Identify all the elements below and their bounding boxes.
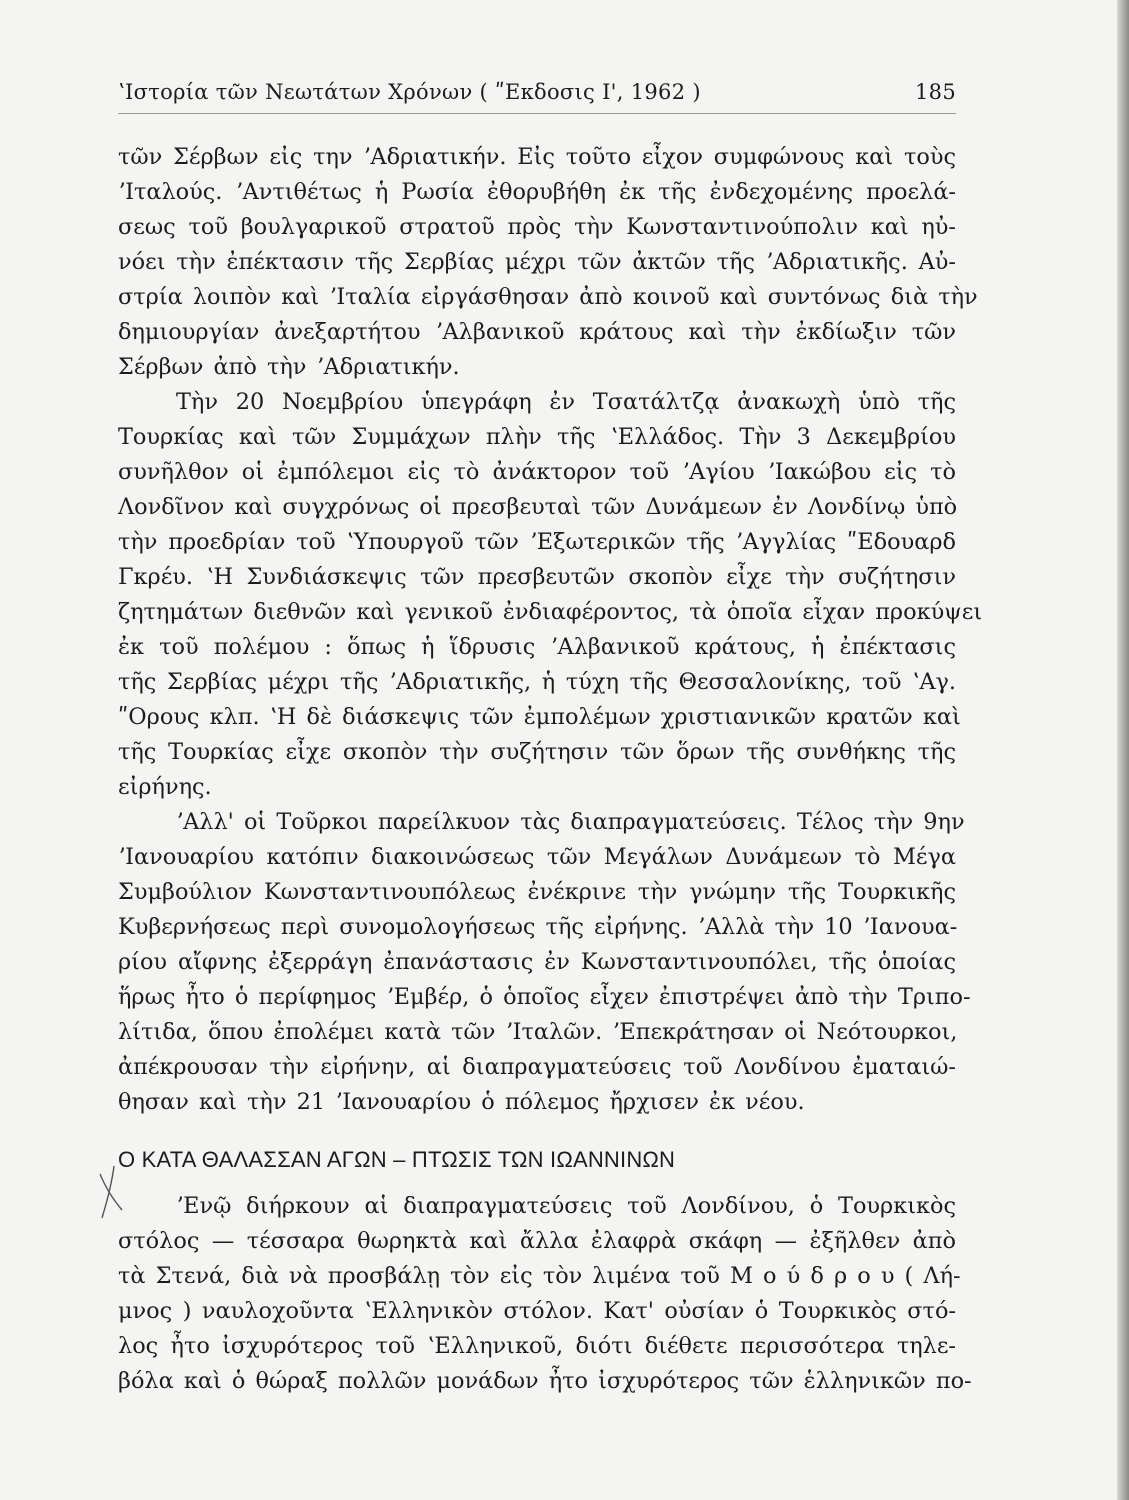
text-line: τῶν Σέρβων εἰς την ʼΑδριατικήν. Εἰς τοῦτο εἶχον συμφώνους καὶ τοὺς: [118, 144, 956, 170]
text-line: συνῆλθον οἱ ἐμπόλεμοι εἰς τὸ ἀνάκτορον τοῦ ʼΑγίου ʼΙακώβου εἰς τὸ: [118, 459, 956, 485]
running-title: ʽΙστορία τῶν Νεωτάτων Χρόνων ( ʺΕκδοσις Ι', 1962 ): [118, 80, 701, 104]
text-line: θησαν καὶ τὴν 21 ʼΙανουαρίου ὁ πόλεμος ἤρχισεν ἐκ νέου.: [118, 1089, 805, 1115]
text-line: Λονδῖνον καὶ συγχρόνως οἱ πρεσβευταὶ τῶν Δυνάμεων ἐν Λονδίνῳ ὑπὸ: [118, 494, 958, 520]
text-line: Κυβερνήσεως περὶ συνομολογήσεως τῆς εἰρήνης. ʼΑλλὰ τὴν 10 ʼΙανουα-: [118, 914, 958, 940]
text-line: τὴν προεδρίαν τοῦ ʽΥπουργοῦ τῶν ʼΕξωτερικῶν τῆς ʼΑγγλίας ʺΕδουαρδ: [118, 529, 956, 555]
text-line: στόλος — τέσσαρα θωρηκτὰ καὶ ἄλλα ἐλαφρὰ σκάφη — ἐξῆλθεν ἀπὸ: [118, 1228, 956, 1254]
body-text: [118, 140, 983, 1399]
text-line: ʼΑλλ' οἱ Τοῦρκοι παρείλκυον τὰς διαπραγματεύσεις. Τέλος τὴν 9ην: [176, 809, 965, 835]
text-line: ʼΕνῷ διήρκουν αἱ διαπραγματεύσεις τοῦ Λονδίνου, ὁ Τουρκικὸς: [176, 1193, 956, 1219]
text-line: ʼΙταλούς. ʼΑντιθέτως ἡ Ρωσία ἐθορυβήθη ἐκ τῆς ἐνδεχομένης προελά-: [118, 179, 956, 205]
text-line: Σέρβων ἀπὸ τὴν ʼΑδριατικήν.: [118, 354, 460, 380]
page-number: 185: [915, 80, 956, 104]
text-line: ἥρως ἦτο ὁ περίφημος ʼΕμβέρ, ὁ ὁποῖος εἶχεν ἐπιστρέψει ἀπὸ τὴν Τριπο-: [118, 984, 971, 1010]
paragraph-1: [118, 140, 978, 385]
text-line: νόει τὴν ἐπέκτασιν τῆς Σερβίας μέχρι τῶν ἀκτῶν τῆς ʼΑδριατικῆς. Αὐ-: [118, 249, 956, 275]
text-line: δημιουργίαν ἀνεξαρτήτου ʼΑλβανικοῦ κράτους καὶ τὴν ἐκδίωξιν τῶν: [118, 319, 956, 345]
text-line: ἐκ τοῦ πολέμου : ὅπως ἡ ἵδρυσις ʼΑλβανικοῦ κράτους, ἡ ἐπέκτασις: [118, 634, 956, 660]
header-rule: [118, 113, 956, 114]
running-header: [118, 80, 956, 104]
text-line: εἰρήνης.: [118, 774, 212, 800]
text-line: ἀπέκρουσαν τὴν εἰρήνην, αἱ διαπραγματεύσεις τοῦ Λονδίνου ἐματαιώ-: [118, 1054, 956, 1080]
text-line: μνος ) ναυλοχοῦντα ʽΕλληνικὸν στόλον. Κατ' οὐσίαν ὁ Τουρκικὸς στό-: [118, 1298, 956, 1324]
text-line: στρία λοιπὸν καὶ ʼΙταλία εἰργάσθησαν ἀπὸ κοινοῦ καὶ συντόνως διὰ τὴν: [118, 284, 978, 310]
text-line: ʺΟρους κλπ. ʽΗ δὲ διάσκεψις τῶν ἐμπολέμων χριστιανικῶν κρατῶν καὶ: [118, 704, 961, 730]
text-line: λίτιδα, ὅπου ἐπολέμει κατὰ τῶν ʼΙταλῶν. ʼΕπεκράτησαν οἱ Νεότουρκοι,: [118, 1019, 958, 1045]
paragraph-2: [118, 385, 983, 805]
text-line: βόλα καὶ ὁ θώραξ πολλῶν μονάδων ἦτο ἰσχυρότερος τῶν ἑλληνικῶν πο-: [118, 1368, 972, 1394]
text-line: Γκρέυ. ʽΗ Συνδιάσκεψις τῶν πρεσβευτῶν σκοπὸν εἶχε τὴν συζήτησιν: [118, 564, 956, 590]
text-line: Τὴν 20 Νοεμβρίου ὑπεγράφη ἐν Τσατάλτζᾳ ἀνακωχὴ ὑπὸ τῆς: [176, 389, 956, 415]
text-line: ʼΙανουαρίου κατόπιν διακοινώσεως τῶν Μεγάλων Δυνάμεων τὸ Μέγα: [118, 844, 956, 870]
text-line: ρίου αἴφνης ἐξερράγη ἐπανάστασις ἐν Κωνσταντινουπόλει, τῆς ὁποίας: [118, 949, 956, 975]
text-line: ζητημάτων διεθνῶν καὶ γενικοῦ ἐνδιαφέροντος, τὰ ὁποῖα εἶχαν προκύψει: [118, 599, 983, 625]
paragraph-3: [118, 805, 971, 1120]
text-line: τὰ Στενά, διὰ νὰ προσβάλῃ τὸν εἰς τὸν λιμένα τοῦ Μ ο ύ δ ρ ο υ ( Λή-: [118, 1263, 961, 1289]
paragraph-4: [118, 1189, 972, 1399]
text-line: σεως τοῦ βουλγαρικοῦ στρατοῦ πρὸς τὴν Κωνσταντινούπολιν καὶ ηὐ-: [118, 214, 956, 240]
section-title: Ο ΚΑΤΑ ΘΑΛΑΣΣΑΝ ΑΓΩΝ – ΠΤΩΣΙΣ ΤΩΝ ΙΩΑΝΝΙΝΩΝ: [118, 1147, 676, 1172]
text-line: λος ἦτο ἰσχυρότερος τοῦ ʽΕλληνικοῦ, διότι διέθετε περισσότερα τηλε-: [118, 1333, 956, 1359]
text-line: Τουρκίας καὶ τῶν Συμμάχων πλὴν τῆς ʽΕλλάδος. Τὴν 3 Δεκεμβρίου: [118, 424, 956, 450]
text-line: τῆς Σερβίας μέχρι τῆς ʼΑδριατικῆς, ἡ τύχη τῆς Θεσσαλονίκης, τοῦ ʽΑγ.: [118, 669, 956, 695]
handwritten-mark-icon: [92, 1162, 134, 1222]
text-line: Συμβούλιον Κωνσταντινουπόλεως ἐνέκρινε τὴν γνώμην τῆς Τουρκικῆς: [118, 879, 956, 905]
text-line: τῆς Τουρκίας εἶχε σκοπὸν τὴν συζήτησιν τῶν ὅρων τῆς συνθήκης τῆς: [118, 739, 956, 765]
page-edge-shadow: [1117, 0, 1129, 1500]
